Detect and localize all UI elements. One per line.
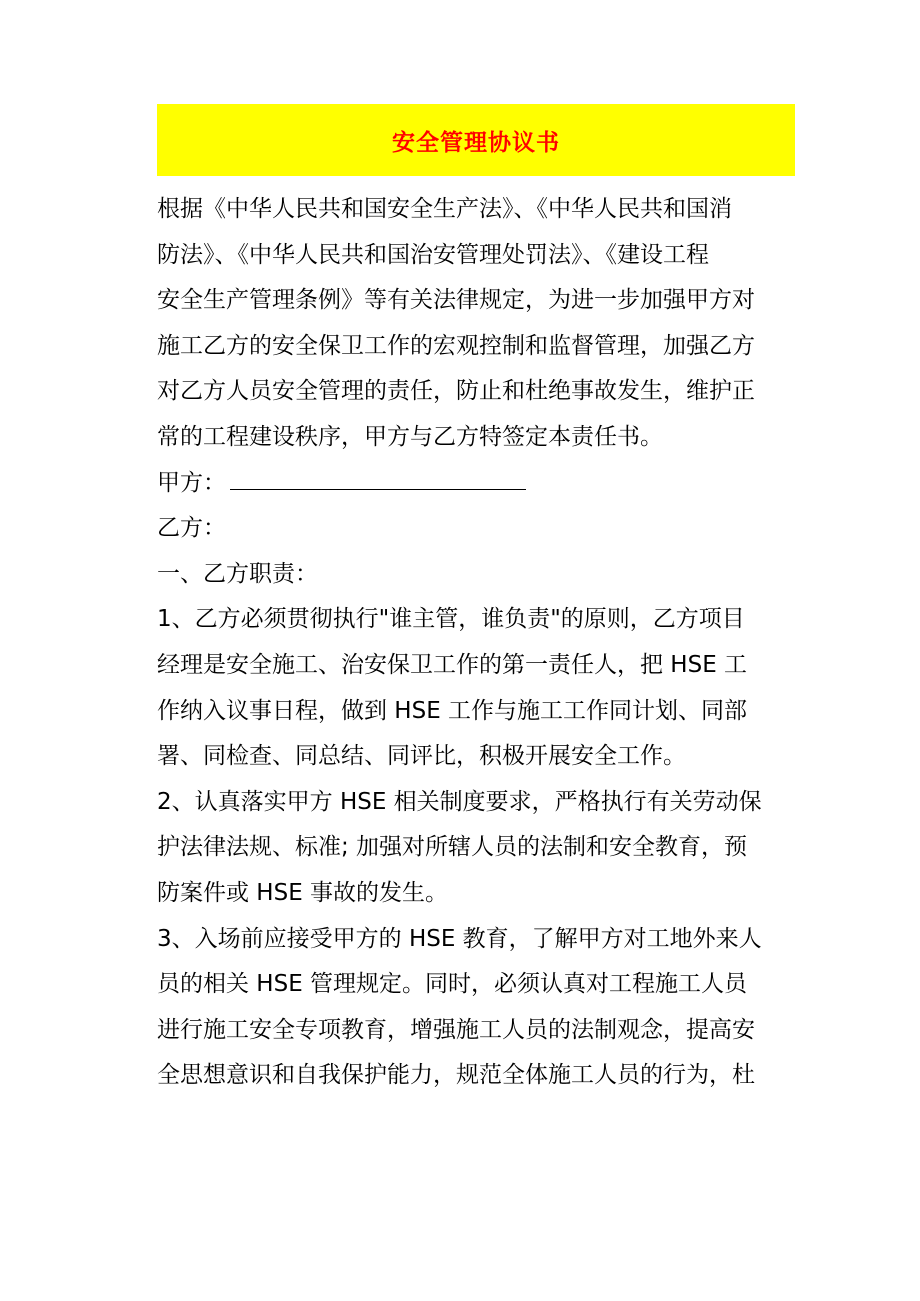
intro-line: 安全生产管理条例》等有关法律规定，为进一步加强甲方对 — [157, 287, 755, 314]
section-heading-row — [157, 552, 797, 598]
title-band — [157, 104, 795, 176]
item-1-line: 署、同检查、同总结、同评比，积极开展安全工作。 — [157, 743, 686, 770]
item-2-line: 护法律法规、标准; 加强对所辖人员的法制和安全教育，预 — [157, 834, 748, 861]
party-a-label: 甲方： — [157, 469, 226, 496]
item-2-paragraph — [157, 780, 797, 917]
item-2-line: 2、认真落实甲方 HSE 相关制度要求，严格执行有关劳动保 — [157, 788, 762, 815]
item-1-line: 经理是安全施工、治安保卫工作的第一责任人，把 HSE 工 — [157, 651, 748, 678]
intro-line: 防法》、《中华人民共和国治安管理处罚法》、《建设工程 — [157, 241, 709, 268]
intro-line: 施工乙方的安全保卫工作的宏观控制和监督管理，加强乙方 — [157, 332, 755, 359]
item-1-line: 1、乙方必须贯彻执行"谁主管，谁负责"的原则，乙方项目 — [157, 606, 745, 633]
party-a-blank-line — [230, 469, 526, 490]
intro-paragraph — [157, 187, 797, 461]
party-b-row — [157, 506, 797, 552]
party-b-label: 乙方： — [157, 515, 226, 542]
intro-line: 常的工程建设秩序，甲方与乙方特签定本责任书。 — [157, 423, 663, 450]
item-3-line: 员的相关 HSE 管理规定。同时，必须认真对工程施工人员 — [157, 971, 748, 998]
item-3-line: 进行施工安全专项教育，增强施工人员的法制观念，提高安 — [157, 1016, 755, 1043]
document-title: 安全管理协议书 — [392, 129, 560, 156]
intro-line: 根据《中华人民共和国安全生产法》、《中华人民共和国消 — [157, 196, 732, 222]
intro-line: 对乙方人员安全管理的责任，防止和杜绝事故发生，维护正 — [157, 378, 755, 405]
section-heading: 一、乙方职责： — [157, 560, 318, 587]
document-page — [157, 104, 797, 1099]
item-3-line: 全思想意识和自我保护能力，规范全体施工人员的行为，杜 — [157, 1062, 755, 1089]
item-3-line: 3、入场前应接受甲方的 HSE 教育，了解甲方对工地外来人 — [157, 925, 762, 952]
item-1-paragraph — [157, 597, 797, 779]
item-1-line: 作纳入议事日程，做到 HSE 工作与施工工作同计划、同部 — [157, 697, 748, 724]
party-a-row — [157, 461, 797, 507]
item-2-line: 防案件或 HSE 事故的发生。 — [157, 879, 449, 906]
item-3-paragraph — [157, 917, 797, 1099]
